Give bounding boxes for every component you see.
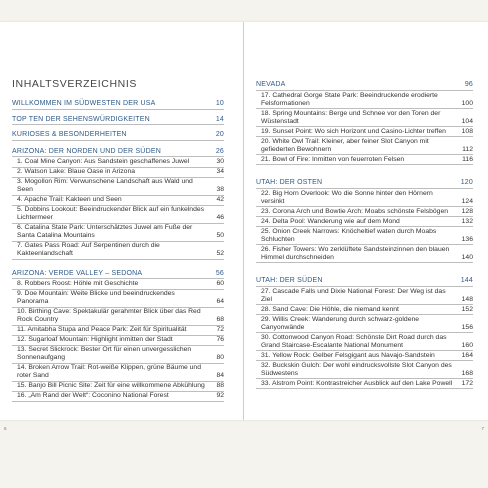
toc-entry[interactable]: 32. Buckskin Gulch: Der wohl eindrucksvollste Slot Canyon des Südwestens 168: [256, 362, 473, 380]
toc-entry[interactable]: 29. Willis Creek: Wanderung durch schwarz-goldene Canyonwände 156: [256, 316, 473, 334]
toc-entry[interactable]: 27. Cascade Falls und Dixie National Forest: Der Weg ist das Ziel 148: [256, 288, 473, 306]
section-heading[interactable]: NEVADA 96: [256, 81, 473, 91]
toc-entry-top-ten[interactable]: TOP TEN DER SEHENSWÜRDIGKEITEN 14: [12, 116, 224, 126]
toc-entry[interactable]: 30. Cottonwood Canyon Road: Schönste Dirt Road durch das Grand Staircase-Escalante National Monument 160: [256, 334, 473, 352]
toc-entry[interactable]: 18. Spring Mountains: Berge und Schnee vor den Toren der Wüstenstadt 104: [256, 110, 473, 128]
toc-entry[interactable]: 12. Sugarloaf Mountain: Highlight inmitten der Stadt 76: [12, 336, 224, 346]
left-column: [12, 100, 224, 402]
toc-entry[interactable]: 17. Cathedral Gorge State Park: Beeindruckende erodierte Felsformationen 100: [256, 92, 473, 110]
toc-entry[interactable]: 26. Fisher Towers: Wo zerklüftete Sandsteinzinnen den blauen Himmel durchschneiden 140: [256, 246, 473, 264]
toc-entry-kurioses[interactable]: KURIOSES & BESONDERHEITEN 20: [12, 131, 224, 141]
right-page: [244, 22, 488, 431]
toc-entry[interactable]: 3. Mogollon Rim: Verwunschene Landschaft aus Wald und Seen 38: [12, 178, 224, 196]
section-heading[interactable]: ARIZONA: DER NORDEN UND DER SÜDEN 26: [12, 148, 224, 158]
toc-entry[interactable]: 2. Watson Lake: Blaue Oase in Arizona 34: [12, 168, 224, 178]
toc-entry[interactable]: 11. Amitabha Stupa and Peace Park: Zeit für Spiritualität 72: [12, 326, 224, 336]
section-heading[interactable]: UTAH: DER OSTEN 120: [256, 179, 473, 189]
section-heading[interactable]: UTAH: DER SÜDEN 144: [256, 277, 473, 287]
toc-entry[interactable]: 20. White Owl Trail: Kleiner, aber feiner Slot Canyon mit gefiederten Bewohnern 112: [256, 138, 473, 156]
toc-entry[interactable]: 15. Banjo Bill Picnic Site: Zeit für eine willkommene Abkühlung 88: [12, 382, 224, 392]
toc-entry[interactable]: 4. Apache Trail: Kakteen und Seen 42: [12, 196, 224, 206]
section-utah-sueden: [256, 277, 473, 389]
toc-entry[interactable]: 21. Bowl of Fire: Inmitten von feuerroten Felsen 116: [256, 156, 473, 166]
section-utah-osten: [256, 179, 473, 263]
toc-entry[interactable]: 13. Secret Slickrock: Bester Ort für einen unvergesslichen Sonnenaufgang 80: [12, 346, 224, 364]
toc-entry[interactable]: 19. Sunset Point: Wo sich Horizont und Casino-Lichter treffen 108: [256, 128, 473, 138]
right-column: [256, 81, 473, 390]
toc-entry[interactable]: 28. Sand Cave: Die Höhle, die niemand kennt 152: [256, 306, 473, 316]
toc-entry[interactable]: 25. Onion Creek Narrows: Knöcheltief waten durch Moabs Schluchten 136: [256, 228, 473, 246]
toc-title: INHALTSVERZEICHNIS: [12, 78, 137, 90]
toc-entry[interactable]: 6. Catalina State Park: Unterschätztes Juwel am Fuße der Santa Catalina Mountains 50: [12, 224, 224, 242]
toc-entry[interactable]: 14. Broken Arrow Trail: Rot-weiße Klippen, grüne Bäume und roter Sand 84: [12, 364, 224, 382]
toc-entry[interactable]: 33. Alstrom Point: Kontrastreicher Ausblick auf den Lake Powell 172: [256, 380, 473, 390]
toc-entry[interactable]: 1. Coal Mine Canyon: Aus Sandstein geschaffenes Juwel 30: [12, 158, 224, 168]
page-number-left: 6: [4, 426, 7, 431]
toc-entry-welcome[interactable]: WILLKOMMEN IM SÜDWESTEN DER USA 10: [12, 100, 224, 110]
page-number-right: 7: [481, 426, 484, 431]
toc-entry[interactable]: 24. Delta Pool: Wanderung wie auf dem Mond 132: [256, 218, 473, 228]
section-arizona-nord-sued: [12, 148, 224, 260]
intro-list: [12, 100, 224, 141]
section-arizona-verde-valley: [12, 270, 224, 402]
left-page: [0, 22, 244, 431]
toc-entry[interactable]: 31. Yellow Rock: Gelber Felsgigant aus Navajo-Sandstein 164: [256, 352, 473, 362]
toc-entry[interactable]: 7. Gates Pass Road: Auf Serpentinen durch die Kakteenlandschaft 52: [12, 242, 224, 260]
toc-entry[interactable]: 5. Dobbins Lookout: Beeindruckender Blick auf ein funkelndes Lichtermeer 46: [12, 206, 224, 224]
toc-entry[interactable]: 16. „Am Rand der Welt“: Coconino National Forest 92: [12, 392, 224, 402]
section-nevada: [256, 81, 473, 165]
toc-entry[interactable]: 23. Corona Arch und Bowtie Arch: Moabs schönste Felsbögen 128: [256, 208, 473, 218]
section-heading[interactable]: ARIZONA: VERDE VALLEY – SEDONA 56: [12, 270, 224, 280]
toc-entry[interactable]: 22. Big Horn Overlook: Wo die Sonne hinter den Hörnern versinkt 124: [256, 190, 473, 208]
toc-entry[interactable]: 10. Birthing Cave: Spektakulär gerahmter Blick über das Red Rock Country 68: [12, 308, 224, 326]
toc-entry[interactable]: 8. Robbers Roost: Höhle mit Geschichte 60: [12, 280, 224, 290]
toc-entry[interactable]: 9. Doe Mountain: Weite Blicke und beeindruckendes Panorama 64: [12, 290, 224, 308]
